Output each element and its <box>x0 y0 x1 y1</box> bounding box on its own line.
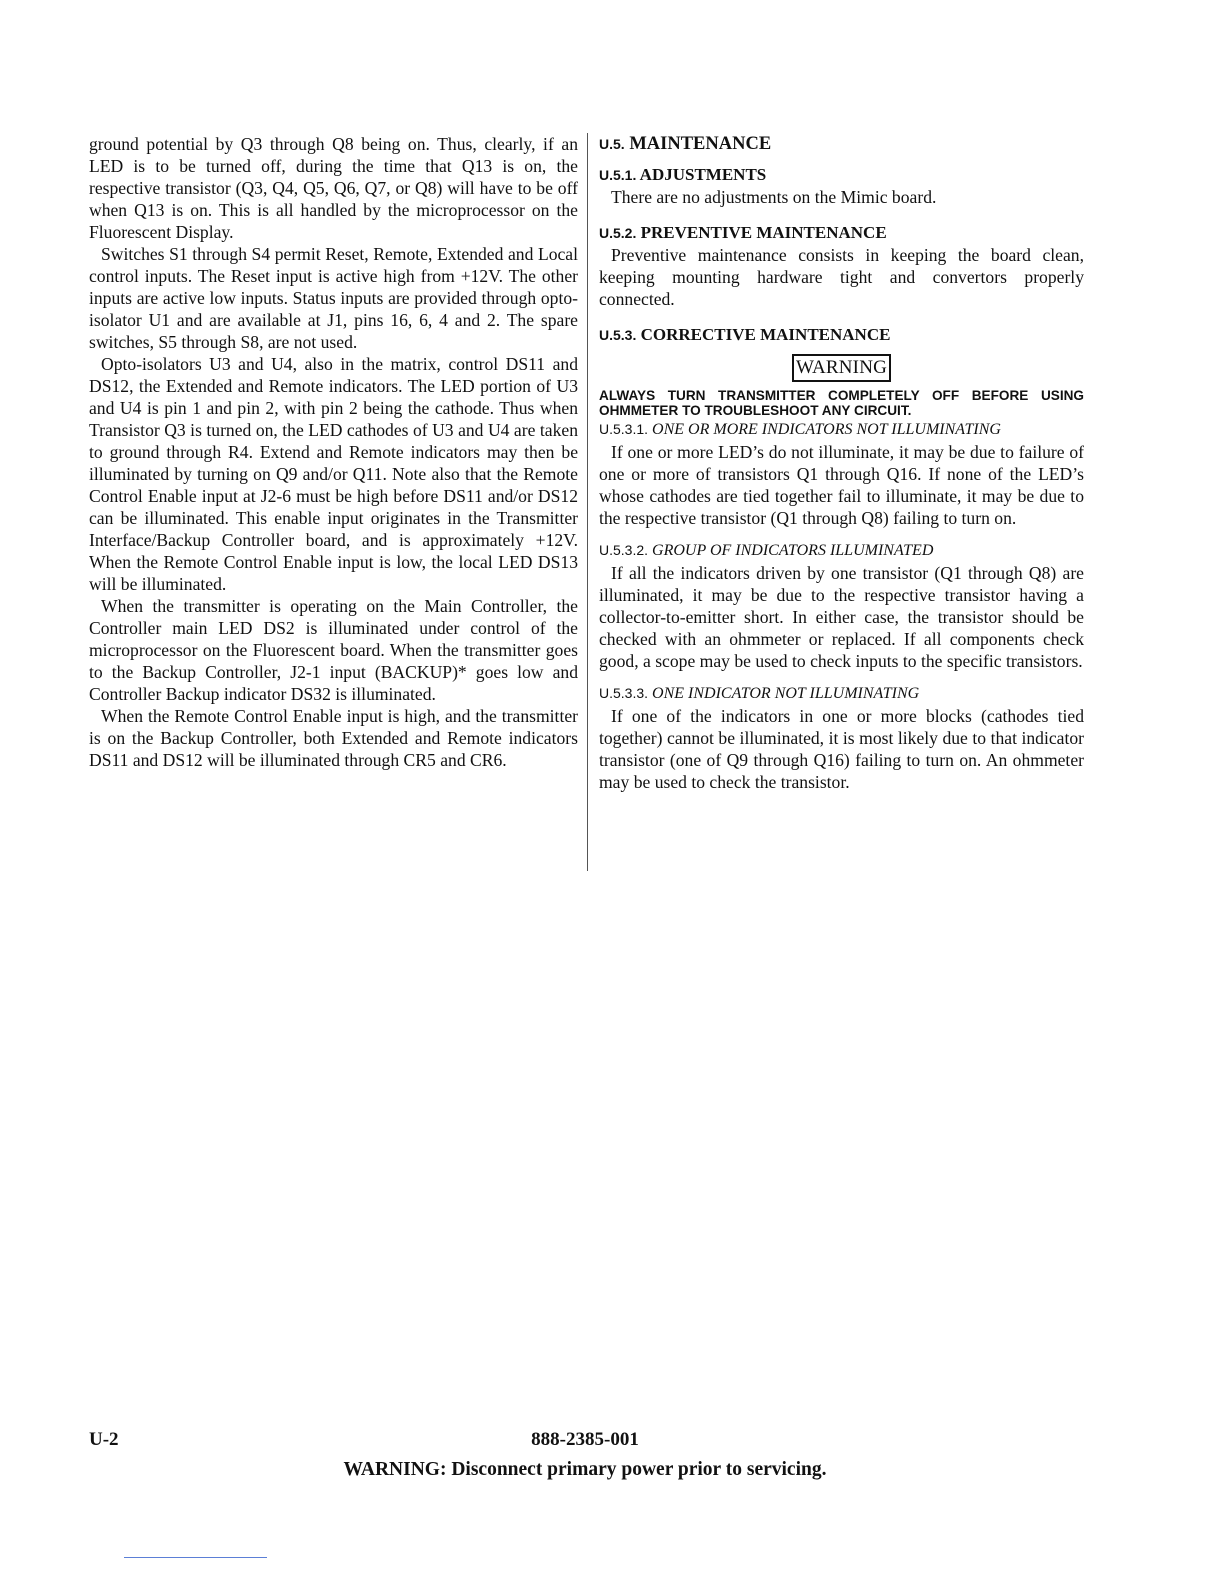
paragraph: ground potential by Q3 through Q8 being on. Thus, clearly, if an LED is to be turned off, during the time that Q13 is on, the respective transistor (Q3, Q4, Q5, Q6, Q7, or Q8) will have to be off when Q13 is on. This is all handled by the microprocessor on the Fluorescent Display. <box>89 134 578 242</box>
paragraph: Switches S1 through S4 permit Reset, Remote, Extended and Local control inputs. The Reset input is active high from +12V. The other inputs are active low inputs. Status inputs are provided through opto-isolator U1 and are available at J1, pins 16, 6, 4 and 2. The spare switches, S5 through S8, are not used. <box>89 244 578 352</box>
warning-text: ALWAYS TURN TRANSMITTER COMPLETELY OFF BEFORE USING OHMMETER TO TROUBLESHOOT ANY CIRCUIT. <box>599 388 1084 418</box>
heading-number: U.5.3.1. <box>599 421 649 437</box>
subsection-heading <box>599 539 1084 562</box>
heading-number: U.5.3.3. <box>599 685 649 701</box>
heading-number: U.5.2. <box>599 225 637 241</box>
scan-artifact-line <box>124 1557 267 1558</box>
paragraph: When the Remote Control Enable input is high, and the transmitter is on the Backup Controller, both Extended and Remote indicators DS11 and DS12 will be illuminated through CR5 and CR6. <box>89 706 578 770</box>
heading-title: ADJUSTMENTS <box>639 165 767 184</box>
paragraph: When the transmitter is operating on the Main Controller, the Controller main LED DS2 is illuminated under control of the microprocessor on the Fluorescent board. When the transmitter goes to the Backup Controller, J2-1 input (BACKUP)* goes low and Controller Backup indicator DS32 is illuminated. <box>89 596 578 704</box>
footer-warning: WARNING: Disconnect primary power prior to servicing. <box>343 1459 827 1480</box>
left-column <box>89 133 578 771</box>
document-number: 888-2385-001 <box>531 1429 639 1450</box>
page-number: U-2 <box>89 1429 119 1450</box>
section-number: U.5. <box>599 136 625 152</box>
subsection-text: If one or more LED’s do not illuminate, it may be due to failure of one or more of transistors Q1 through Q16. If none of the LED’s whose cathodes are tied together fail to illuminate, it may be due to the respective transistor (Q1 through Q8) failing to turn on. <box>599 442 1084 528</box>
preventive-text: Preventive maintenance consists in keeping the board clean, keeping mounting hardware tight and convertors properly connected. <box>599 245 1084 309</box>
heading-title: ONE INDICATOR NOT ILLUMINATING <box>652 685 920 702</box>
paragraph: Opto-isolators U3 and U4, also in the matrix, control DS11 and DS12, the Extended and Remote indicators. The LED portion of U3 and U4 is pin 1 and pin 2, with pin 2 being the cathode. Thus when Transistor Q3 is turned on, the LED cathodes of U3 and U4 are taken to ground through R4. Extend and Remote indicators may then be illuminated by turning on Q9 and/or Q11. Note also that the Remote Control Enable input at J2-6 must be high before DS11 and/or DS12 can be illuminated. This enable input originates in the Transmitter Interface/Backup Controller board, and is approximately +12V. When the Remote Control Enable input is low, the local LED DS13 will be illuminated. <box>89 354 578 594</box>
heading-title: GROUP OF INDICATORS ILLUMINATED <box>652 542 934 559</box>
subsection-text: If one of the indicators in one or more blocks (cathodes tied together) cannot be illuminated, it is most likely due to that indicator transistor (one of Q9 through Q16) failing to turn on. An ohmmeter may be used to check the transistor. <box>599 706 1084 792</box>
right-column <box>599 133 1084 793</box>
subsection-text: If all the indicators driven by one transistor (Q1 through Q8) are illuminated, it may be due to the respective transistor having a collector-to-emitter short. In either case, the transistor should be checked with an ohmmeter or replaced. If all components check good, a scope may be used to check inputs to the specific transistors. <box>599 563 1084 671</box>
section-title: MAINTENANCE <box>629 134 772 154</box>
section-heading <box>599 133 1084 155</box>
warning-label: WARNING <box>792 354 891 382</box>
warning-box-wrap <box>599 354 1084 382</box>
heading-title: CORRECTIVE MAINTENANCE <box>640 325 891 344</box>
heading-number: U.5.1. <box>599 167 637 183</box>
heading-title: ONE OR MORE INDICATORS NOT ILLUMINATING <box>652 421 1001 438</box>
column-divider <box>587 133 588 871</box>
subsection-heading <box>599 418 1084 441</box>
adjustments-heading <box>599 164 1084 186</box>
adjustments-text: There are no adjustments on the Mimic board. <box>611 187 937 207</box>
heading-title: PREVENTIVE MAINTENANCE <box>640 223 887 242</box>
preventive-heading <box>599 222 1084 244</box>
heading-number: U.5.3.2. <box>599 542 649 558</box>
corrective-heading <box>599 324 1084 346</box>
heading-number: U.5.3. <box>599 327 637 343</box>
subsection-heading <box>599 682 1084 705</box>
